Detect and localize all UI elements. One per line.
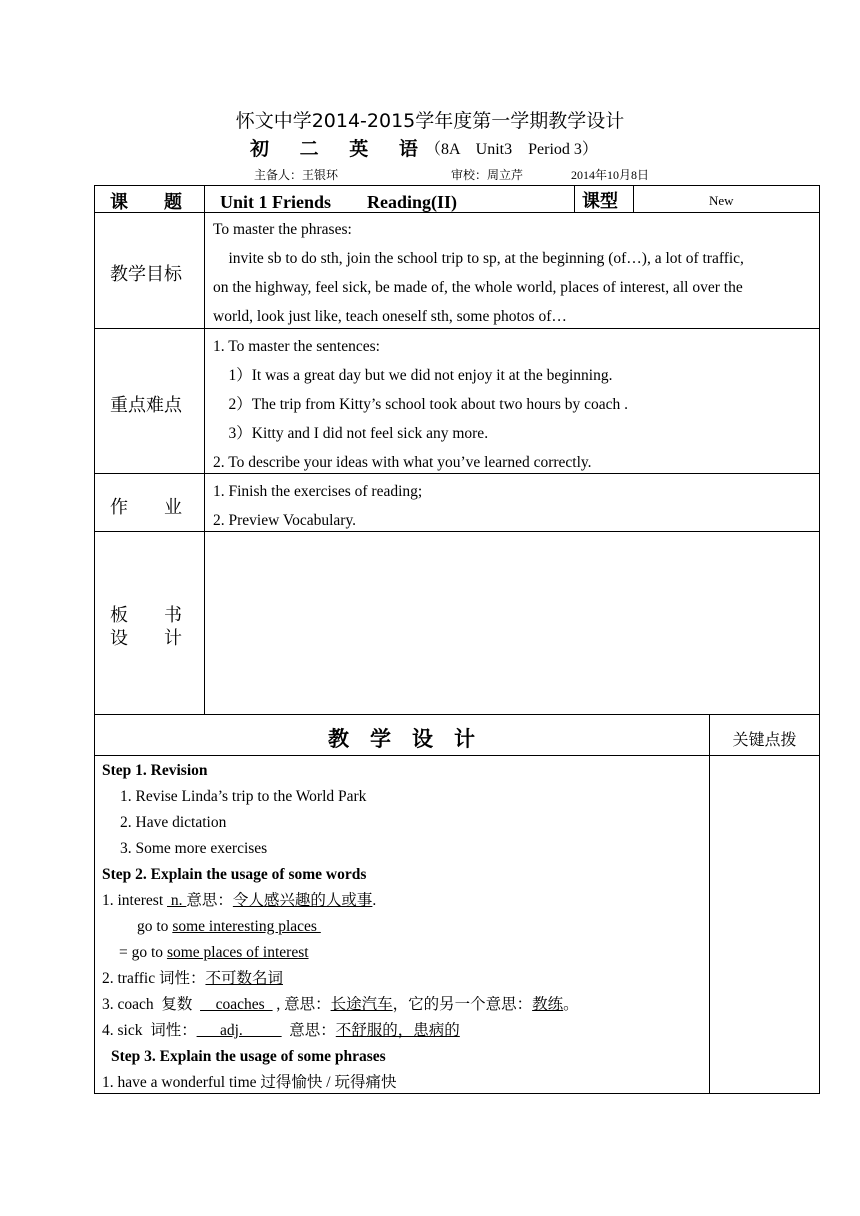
unit-info: （8A Unit3 Period 3） bbox=[425, 141, 598, 158]
blank-answer: 令人感兴趣的人或事 bbox=[232, 892, 373, 909]
step2-heading: Step 2. Explain the usage of some words bbox=[102, 866, 367, 883]
reviewer: 审校：周立芹 bbox=[451, 168, 524, 182]
text: go to bbox=[137, 918, 173, 935]
blank-answer: some interesting places bbox=[172, 918, 321, 935]
board-label-2: 设 计 bbox=[110, 628, 182, 649]
objectives-line: To master the phrases: bbox=[213, 221, 352, 238]
text: ，它的另一个意思： bbox=[392, 996, 533, 1013]
step3-heading: Step 3. Explain the usage of some phrases bbox=[111, 1048, 386, 1065]
design-header: 教 学 设 计 bbox=[328, 727, 475, 751]
blank-answer: 教练 bbox=[532, 996, 564, 1013]
objectives-line: world, look just like, teach oneself sth, some photos of… bbox=[213, 308, 567, 325]
text: 意思： bbox=[281, 1022, 336, 1039]
example-line bbox=[102, 940, 702, 966]
objectives-label: 教学目标 bbox=[110, 264, 182, 285]
text: 1. interest bbox=[102, 892, 167, 909]
phrase-line: 1. have a wonderful time 过得愉快 / 玩得痛快 bbox=[102, 1074, 397, 1091]
step1-item: 2. Have dictation bbox=[120, 814, 227, 831]
blank-answer: 长途汽车 bbox=[330, 996, 393, 1013]
objectives-line: invite sb to do sth, join the school trip to sp, at the beginning (of…), a lot of traffic, bbox=[213, 250, 744, 267]
topic-label: 课 题 bbox=[110, 192, 182, 213]
blank-answer: n. bbox=[167, 892, 187, 909]
preparer: 主备人：王银环 bbox=[254, 168, 339, 182]
table-rule bbox=[574, 185, 575, 212]
document-title: 怀文中学2014-2015学年度第一学期教学设计 bbox=[235, 110, 625, 132]
homework-label: 作 业 bbox=[110, 497, 182, 518]
board-label-1: 板 书 bbox=[110, 605, 182, 626]
homework-line: 2. Preview Vocabulary. bbox=[213, 512, 357, 529]
blank-answer: __coaches_ bbox=[200, 996, 273, 1013]
word-sick bbox=[102, 1018, 702, 1044]
text: = go to bbox=[119, 944, 167, 961]
example-line bbox=[102, 914, 702, 940]
date: 2014年10月8日 bbox=[571, 168, 650, 182]
topic-value: Unit 1 Friends Reading(II) bbox=[220, 192, 458, 212]
subject-title: 初 二 英 语 bbox=[250, 138, 430, 160]
word-interest bbox=[102, 888, 702, 914]
blank-answer: 不舒服的，患病的 bbox=[335, 1022, 460, 1039]
step1-heading: Step 1. Revision bbox=[102, 762, 208, 779]
homework-line: 1. Finish the exercises of reading; bbox=[213, 483, 423, 500]
step1-item: 1. Revise Linda’s trip to the World Park bbox=[120, 788, 367, 805]
keypoints-label: 重点难点 bbox=[110, 395, 182, 416]
table-rule bbox=[204, 185, 205, 714]
design-body bbox=[102, 758, 702, 1096]
text: 意思： bbox=[186, 892, 233, 909]
blank-answer: ___adj._____ bbox=[196, 1022, 282, 1039]
table-rule bbox=[709, 714, 710, 1094]
blank-answer: 不可数名词 bbox=[205, 970, 283, 987]
objectives-line: on the highway, feel sick, be made of, the whole world, places of interest, all over the bbox=[213, 279, 743, 296]
type-value: New bbox=[709, 193, 734, 208]
keypoints-text bbox=[213, 332, 813, 477]
text: 2. traffic 词性： bbox=[102, 970, 206, 987]
keypoints-line: 1）It was a great day but we did not enjoy it at the beginning. bbox=[213, 367, 613, 384]
blank-answer: some places of interest bbox=[166, 944, 309, 961]
text: 3. coach 复数 bbox=[102, 996, 201, 1013]
keypoints-line: 2）The trip from Kitty’s school took about two hours by coach . bbox=[213, 396, 628, 413]
word-traffic bbox=[102, 966, 702, 992]
keypoints-line: 1. To master the sentences: bbox=[213, 338, 380, 355]
table-rule bbox=[633, 185, 634, 212]
text: 4. sick 词性： bbox=[102, 1022, 197, 1039]
word-coach bbox=[102, 992, 702, 1018]
keypoints-line: 3）Kitty and I did not feel sick any more. bbox=[213, 425, 489, 442]
type-label: 课型 bbox=[582, 191, 618, 212]
key-points-header: 关键点拨 bbox=[732, 730, 797, 749]
keypoints-line: 2. To describe your ideas with what you’ve learned correctly. bbox=[213, 454, 592, 471]
homework-text bbox=[213, 477, 813, 535]
text: 。 bbox=[563, 996, 579, 1013]
step1-item: 3. Some more exercises bbox=[120, 840, 268, 857]
table-rule bbox=[94, 714, 820, 715]
objectives-text bbox=[213, 215, 813, 331]
table-rule bbox=[94, 755, 820, 756]
text: . bbox=[372, 892, 377, 909]
text: , 意思： bbox=[272, 996, 331, 1013]
